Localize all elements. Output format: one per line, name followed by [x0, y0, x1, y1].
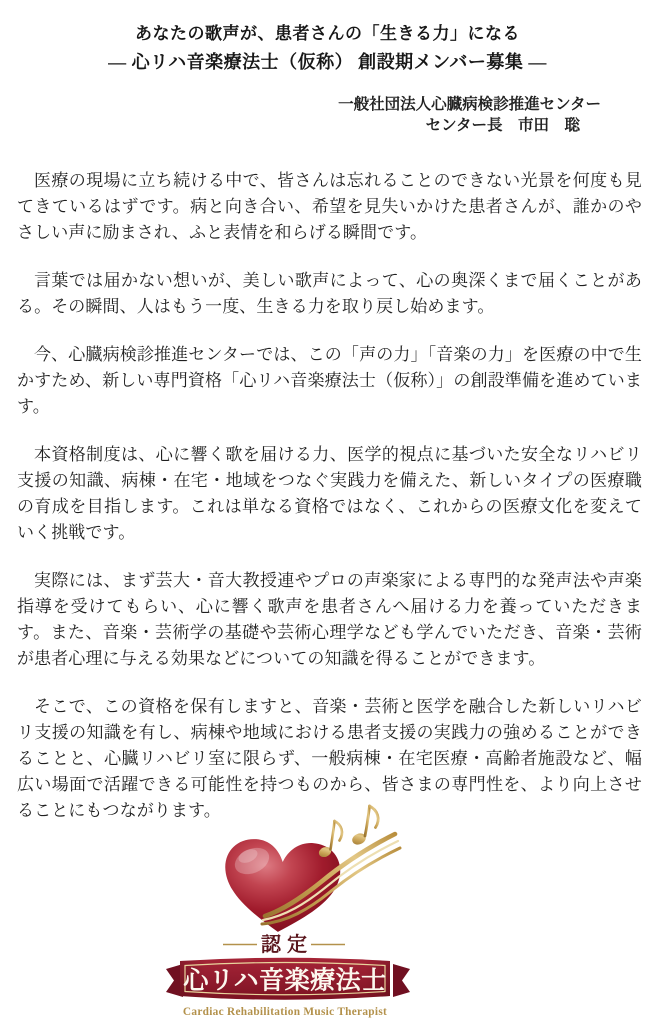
body-paragraph: 言葉では届かない想いが、美しい歌声によって、心の奥深くまで届くことがある。その瞬間、人はもう一度、生きる力を取り戻し始めます。 — [17, 271, 642, 316]
certified-label-row — [223, 933, 345, 956]
body-paragraph: 実際には、まず芸大・音大教授連やプロの声楽家による専門的な発声法や声楽指導を受けてもらい、心に響く歌声を患者さんへ届ける力を養っていただきます。また、音楽・芸術学の基礎や芸術心理学なども学んでいただき、音楽・芸術が患者心理に与える効果などについての知識を得ることができます。 — [17, 571, 642, 668]
document-title-block — [0, 0, 655, 77]
certification-logo — [163, 792, 413, 1022]
logo-title-en: Cardiac Rehabilitation Music Therapist — [182, 1006, 388, 1018]
ribbon-banner — [166, 958, 410, 1000]
page-title: あなたの歌声が、患者さんの「生きる力」になる — [135, 24, 520, 43]
body-text — [0, 168, 655, 824]
certified-label: 認定 — [261, 934, 313, 956]
director-name: センター長 市田 聡 — [425, 117, 580, 134]
body-paragraph: そこで、この資格を保有しますと、音楽・芸術と医学を融合した新しいリハビリ支援の知識を有し、病棟や地域における患者支援の実践力の強めることができることと、心臓リハビリ室に限らず、一般病棟・在宅医療・高齢者施設など、幅広い場面で活躍できる可能性を持つものから、皆さまの専門性を、より向上させることにもつながります。 — [17, 697, 642, 820]
certification-logo-graphic — [163, 792, 413, 1022]
organization-name: 一般社団法人心臓病検診推進センター — [338, 96, 601, 113]
attribution-block — [0, 94, 655, 136]
body-paragraph: 医療の現場に立ち続ける中で、皆さんは忘れることのできない光景を何度も見てきているはずです。病と向き合い、希望を見失いかけた患者さんが、誰かのやさしい声に励まされ、ふと表情を和らげる瞬間です。 — [17, 171, 642, 242]
body-paragraph: 本資格制度は、心に響く歌を届ける力、医学的視点に基づいた安全なリハビリ支援の知識、病棟・在宅・地域をつなぐ実践力を備えた、新しいタイプの医療職の育成を目指します。これは単なる資格ではなく、これからの医療文化を変えていく挑戦です。 — [17, 445, 642, 542]
page-subtitle: ― 心リハ音楽療法士（仮称） 創設期メンバー募集 ― — [108, 52, 547, 72]
logo-title-ja: 心リハ音楽療法士 — [183, 967, 387, 995]
body-paragraph: 今、心臓病検診推進センターでは、この「声の力」「音楽の力」を医療の中で生かすため、新しい専門資格「心リハ音楽療法士（仮称）」の創設準備を進めています。 — [17, 345, 642, 416]
